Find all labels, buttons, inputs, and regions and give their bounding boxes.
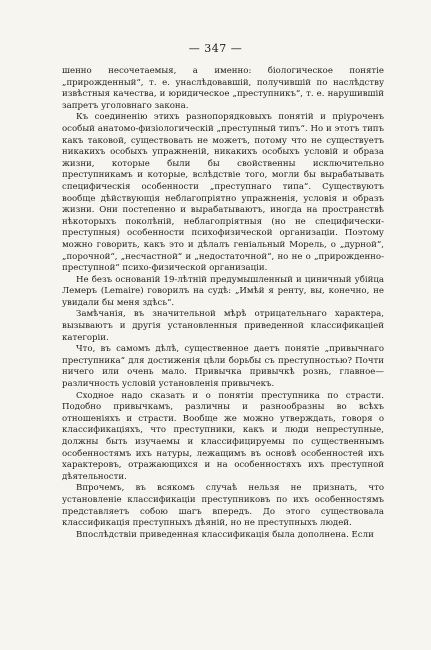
paragraph: Не безъ основаній 19-лѣтній предумышленный и циничный убійца Лемеръ (Lemaire) говорилъ на судѣ: „Имѣй я ренту, вы, конечно, не увидали бы меня здѣсь“. bbox=[62, 274, 384, 308]
paragraph: Сходное надо сказать и о понятіи преступника по страсти. Подобно привычкамъ, различны и разнообразны во всѣхъ отношеніяхъ и страсти. Вообще же можно утверждать, говоря о классификаціяхъ, что преступники, какъ и люди непреступные, должны быть изучаемы и классифицируемы по существеннымъ особенностямъ ихъ натуры, лежащимъ въ основѣ особенностей ихъ характеровъ, отражающихся и на особенностяхъ ихъ преступной дѣятельности. bbox=[62, 390, 384, 482]
page-text bbox=[62, 66, 384, 541]
paragraph: Замѣчанія, въ значительной мѣрѣ отрицательнаго характера, вызываютъ и другія установленныя приведенной классификаціей категоріи. bbox=[62, 309, 384, 343]
paragraph: Впрочемъ, въ всякомъ случаѣ нельзя не признать, что установленіе классификаціи преступниковъ по ихъ особенностямъ представляетъ собою шагъ впередъ. До этого существовала классификація преступныхъ дѣяній, но не преступныхъ людей. bbox=[62, 483, 384, 529]
paragraph: шенно несочетаемыя, а именно: біологическое понятіе „прирожденный“, т. е. унаслѣдовавшій, получившій по наслѣдству извѣстныя качества, и юридическое „преступникъ“, т. е. нарушившій запретъ уголовнаго закона. bbox=[62, 66, 384, 111]
page-number: — 347 — bbox=[188, 42, 243, 55]
paragraph: Впослѣдствіи приведенная классификація была дополнена. Если bbox=[76, 529, 374, 540]
paragraph: Что, въ самомъ дѣлѣ, существенное даетъ понятіе „привычнаго преступника“ для достиженія цѣли борьбы съ преступностью? Почти ничего или очень мало. Привычка привычкѣ рознь, главное—различность условій установленія привычекъ. bbox=[62, 344, 384, 390]
paragraph: Къ соединенію этихъ разнопорядковыхъ понятій и пріуроченъ особый анатомо-физіологическій „преступный типъ“. Но и этотъ типъ какъ таковой, существовать не можетъ, потому что не существуетъ никакихъ особыхъ упражненій, никакихъ особыхъ условій и образа жизни, которые были бы свойственны исключительно преступникамъ и которые, вслѣдствіе того, могли бы вырабатывать специфическія особенности „преступнаго типа“. Существуютъ вообще дѣйствующія неблагопріятно упражненія, условія и образъ жизни. Они постепенно и вырабатываютъ, иногда на пространствѣ нѣкоторыхъ поколѣній, неблагопріятныя (но не специфически-преступныя) особенности психофизической организаціи. Поэтому можно говорить, какъ это и дѣлалъ геніальный Морель, о „дурной“, „порочной“, „несчастной“ и „недостаточной“, но не о „прирожденно-преступной“ психо-физической организаціи. bbox=[62, 112, 384, 274]
